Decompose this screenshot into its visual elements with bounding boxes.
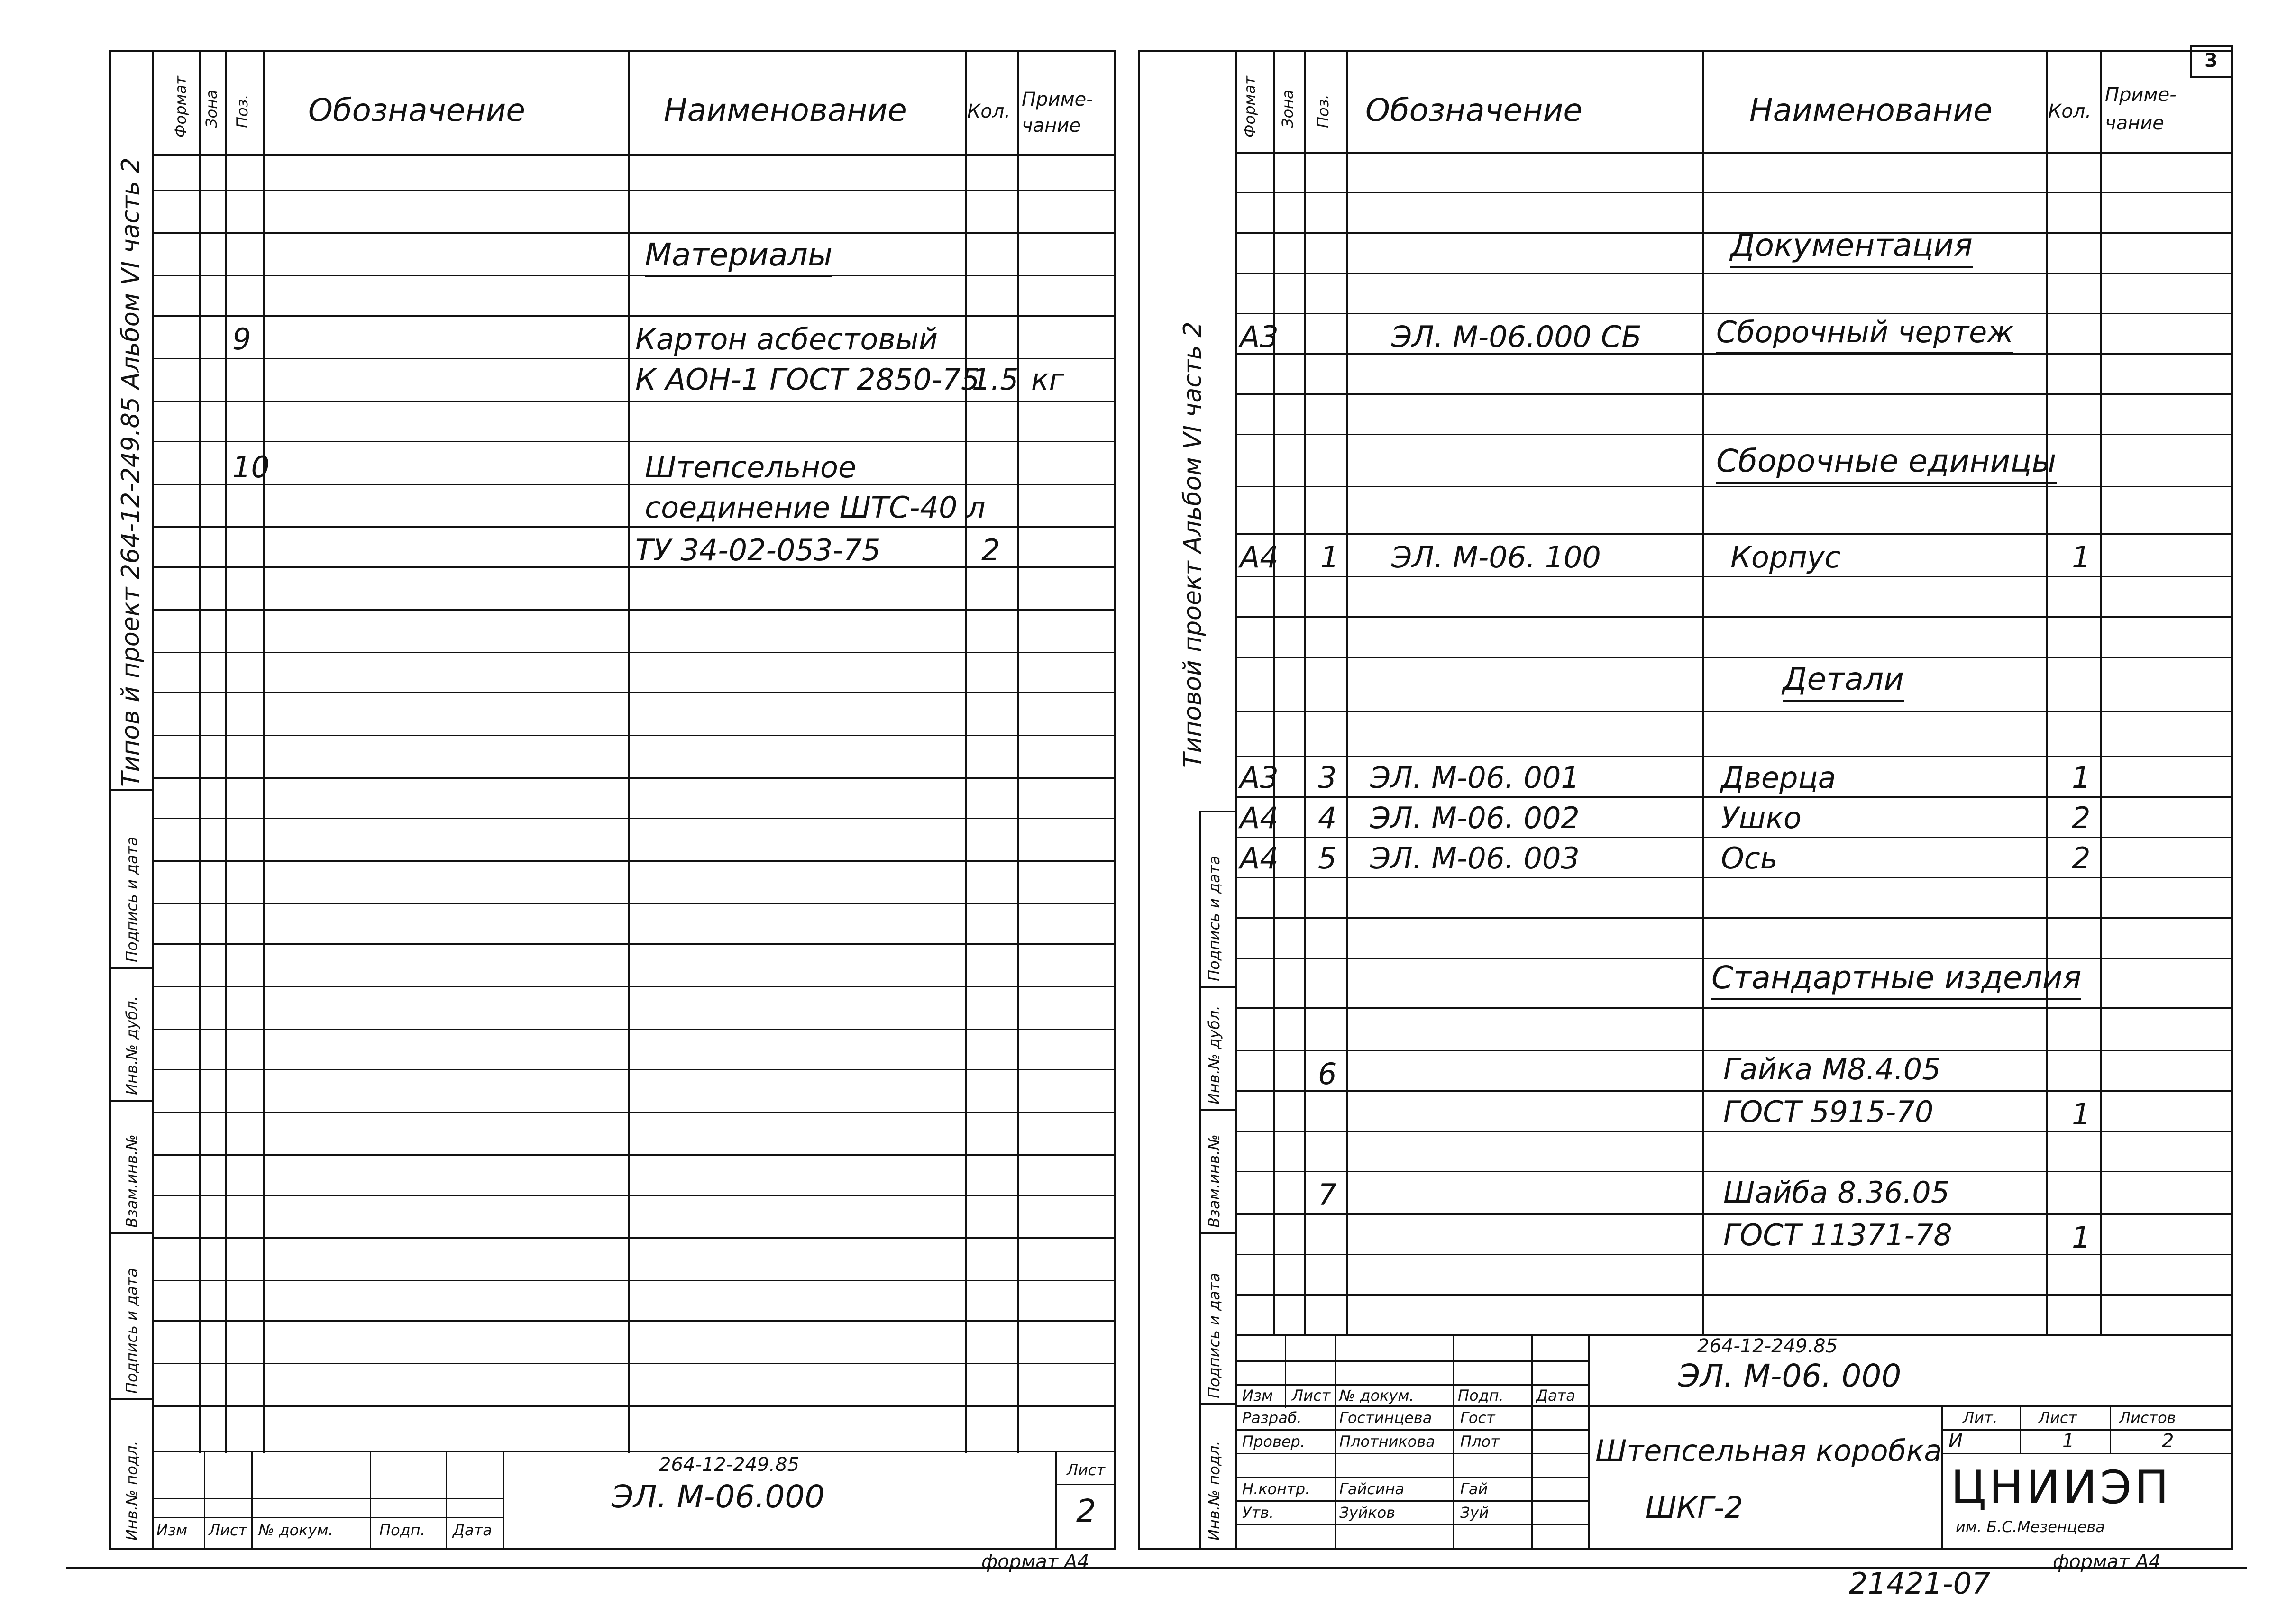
right-row-name: Ушко: [1721, 801, 1802, 835]
left-row-name: соединение ШТС-40 л: [645, 490, 986, 525]
right-row-name: Корпус: [1730, 540, 1841, 575]
right-row-name: ГОСТ 5915-70: [1723, 1095, 1934, 1129]
left-hdr-qty: Кол.: [967, 100, 1011, 122]
right-side-inner: [1199, 811, 1201, 1550]
right-row-qty: 2: [2072, 801, 2091, 835]
right-row-line: [1235, 273, 2233, 274]
left-row-line: [152, 903, 1116, 904]
right-stamp-label: Инв.№ дубл.: [1205, 1005, 1223, 1104]
left-row-line: [152, 315, 1116, 317]
left-row-qty: 2: [981, 533, 1000, 567]
right-row-line: [1235, 576, 2233, 577]
left-side-label: Типов й проект 264-12-249.85 Альбом VI часть 2: [117, 157, 145, 787]
right-stamp-line: [1235, 1524, 1588, 1525]
right-stamp-col: [1531, 1334, 1533, 1550]
right-row-line: [1235, 152, 2233, 154]
left-stamp-col: [370, 1451, 371, 1550]
right-row-name: Сборочный чертеж: [1716, 318, 2013, 354]
left-row-line: [152, 860, 1116, 862]
stamp-sheet-label: Лист: [2039, 1409, 2077, 1427]
left-stamp-code-top: 264-12-249.85: [659, 1454, 800, 1476]
left-row-line: [152, 275, 1116, 276]
left-hdr-format: Формат: [172, 76, 190, 137]
right-stamp-label: Инв.№ подл.: [1205, 1441, 1223, 1541]
stamp-sheets-label: Листов: [2119, 1409, 2176, 1427]
left-row-name: К АОН-1 ГОСТ 2850-75: [635, 362, 980, 397]
right-col-line: [2100, 50, 2102, 1334]
right-row-designation: ЭЛ. М-06. 100: [1391, 540, 1601, 575]
left-stamp-sheet-no: 2: [1076, 1493, 1096, 1529]
right-stamp-col-label: Подп.: [1458, 1387, 1504, 1405]
left-row-name: Штепсельное: [645, 450, 857, 484]
right-row-format: А4: [1240, 801, 1279, 835]
left-col-line: [1017, 50, 1019, 1453]
right-stamp-line: [1235, 1384, 1588, 1386]
stamp-sheets: 2: [2162, 1430, 2174, 1452]
right-row-pos: 6: [1318, 1057, 1337, 1091]
left-section-materials: Материалы: [645, 239, 832, 277]
left-row-line: [152, 1154, 1116, 1156]
right-row-qty: 1: [2072, 1220, 2091, 1255]
right-row-line: [1235, 1007, 2233, 1009]
left-side-divider: [109, 1100, 152, 1102]
right-row-format: А4: [1240, 540, 1279, 575]
right-row-line: [1235, 313, 2233, 314]
right-row-line: [1235, 958, 2233, 959]
right-hdr-note-1: Приме-: [2105, 84, 2177, 106]
left-hdr-note-1: Приме-: [1022, 89, 1093, 110]
left-row-line: [152, 1280, 1116, 1281]
right-stamp-col-label: Дата: [1536, 1387, 1575, 1405]
left-stamp-col-label: № докум.: [258, 1521, 333, 1539]
left-stamp-label: Взам.инв.№: [123, 1134, 141, 1228]
left-row-line: [152, 154, 1116, 156]
left-row-line: [152, 566, 1116, 568]
left-stamp-col-label: Подп.: [379, 1521, 425, 1539]
bottom-code: 21421-07: [1849, 1566, 1991, 1601]
left-stamp-label: Инв.№ подл.: [123, 1441, 141, 1541]
right-row-line: [1235, 1050, 2233, 1051]
left-stamp-col: [204, 1451, 205, 1550]
right-side-strip-border: [1235, 50, 1237, 1550]
right-row-pos: 1: [1320, 540, 1339, 575]
right-row-qty: 1: [2072, 1097, 2091, 1131]
right-format-label: формат А4: [2053, 1551, 2161, 1573]
stamp-person: Гайсина: [1339, 1480, 1405, 1498]
left-hdr-zone: Зона: [202, 90, 220, 128]
right-row-line: [1235, 616, 2233, 618]
left-row-line: [152, 777, 1116, 779]
right-stamp-line: [1941, 1429, 2233, 1431]
right-hdr-designation: Обозначение: [1365, 92, 1583, 128]
left-row-line: [152, 986, 1116, 987]
right-row-line: [1235, 837, 2233, 838]
right-side-divider: [1199, 1403, 1235, 1405]
right-row-line: [1235, 533, 2233, 535]
right-row-format: А3: [1240, 760, 1279, 795]
left-stamp-col-label: Дата: [453, 1521, 492, 1539]
right-stamp-line: [1235, 1500, 1588, 1502]
right-section-docs: Документация: [1730, 230, 1973, 268]
right-col-line: [2046, 50, 2048, 1334]
right-section-units: Сборочные единицы: [1716, 446, 2057, 484]
left-row-line: [152, 818, 1116, 819]
right-row-format: А4: [1240, 841, 1279, 876]
left-row-line: [152, 441, 1116, 442]
left-stamp-label: Подпись и дата: [123, 1268, 141, 1394]
right-row-pos: 5: [1318, 841, 1337, 876]
left-row-line: [152, 1320, 1116, 1322]
right-row-line: [1235, 1213, 2233, 1215]
right-row-line: [1235, 877, 2233, 878]
right-stamp-col-label: Изм: [1242, 1387, 1273, 1405]
left-hdr-note-2: чание: [1022, 115, 1081, 137]
right-hdr-note-2: чание: [2105, 112, 2164, 134]
left-col-line: [199, 50, 201, 1453]
right-stamp-line: [1235, 1453, 1588, 1454]
left-stamp-col: [1055, 1451, 1057, 1550]
right-row-line: [1235, 756, 2233, 757]
right-hdr-name: Наименование: [1749, 92, 1993, 128]
right-row-name: Гайка М8.4.05: [1723, 1052, 1941, 1086]
left-col-line: [263, 50, 265, 1453]
right-row-pos: 7: [1318, 1177, 1337, 1212]
right-stamp-title-1: Штепсельная коробка: [1595, 1433, 1942, 1468]
left-side-divider: [109, 1232, 152, 1234]
left-row-line: [152, 735, 1116, 736]
left-row-note: кг: [1031, 362, 1065, 397]
right-row-name: Ось: [1721, 841, 1778, 876]
left-col-line: [965, 50, 967, 1453]
right-row-line: [1235, 657, 2233, 658]
stamp-person: Гостинцева: [1339, 1409, 1432, 1427]
right-section-parts: Детали: [1783, 664, 1904, 702]
left-row-line: [152, 1069, 1116, 1070]
right-stamp-col: [1453, 1334, 1454, 1550]
left-row-line: [152, 1405, 1116, 1407]
left-stamp-col: [251, 1451, 253, 1550]
left-stamp-line: [1055, 1484, 1116, 1485]
left-stamp-col: [446, 1451, 447, 1550]
left-row-name: Картон асбестовый: [635, 322, 938, 356]
left-row-line: [152, 401, 1116, 402]
right-row-qty: 2: [2072, 841, 2091, 876]
left-row-line: [152, 526, 1116, 528]
left-row-name: ТУ 34-02-053-75: [635, 533, 881, 567]
left-stamp-sheet-label: Лист: [1067, 1461, 1106, 1479]
stamp-signature: Зуй: [1460, 1504, 1489, 1522]
right-row-pos: 4: [1318, 801, 1337, 835]
right-row-name: Дверца: [1721, 760, 1836, 795]
left-hdr-designation: Обозначение: [308, 92, 525, 128]
right-stamp-col: [1285, 1334, 1286, 1408]
stamp-lit: И: [1948, 1430, 1963, 1452]
stamp-org-sub: им. Б.С.Мезенцева: [1956, 1518, 2105, 1536]
left-row-pos: 10: [232, 450, 270, 484]
right-row-line: [1235, 917, 2233, 919]
right-stamp-line: [1941, 1453, 2233, 1454]
right-section-std: Стандартные изделия: [1711, 962, 2081, 1000]
left-row-line: [152, 692, 1116, 693]
right-row-qty: 1: [2072, 760, 2091, 795]
left-stamp-top: [152, 1451, 1116, 1452]
left-row-line: [152, 1112, 1116, 1113]
left-row-line: [152, 484, 1116, 485]
right-row-line: [1235, 192, 2233, 193]
right-stamp-title-2: ШКГ-2: [1645, 1490, 1743, 1525]
stamp-lit-label: Лит.: [1963, 1409, 1998, 1427]
left-row-line: [152, 1237, 1116, 1239]
right-row-line: [1235, 1090, 2233, 1092]
right-row-line: [1235, 434, 2233, 435]
right-hdr-zone: Зона: [1279, 90, 1297, 128]
left-row-line: [152, 609, 1116, 611]
right-row-designation: ЭЛ. М-06. 003: [1370, 841, 1580, 876]
left-row-line: [152, 232, 1116, 234]
right-row-name: ГОСТ 11371-78: [1723, 1218, 1952, 1252]
right-stamp-code-top: 264-12-249.85: [1697, 1335, 1838, 1357]
right-stamp-col-label: № докум.: [1339, 1387, 1414, 1405]
left-row-line: [152, 652, 1116, 653]
stamp-signature: Гост: [1460, 1409, 1495, 1427]
right-col-line: [1273, 50, 1275, 1334]
right-stamp-code: ЭЛ. М-06. 000: [1678, 1358, 1902, 1394]
right-col-line: [1346, 50, 1348, 1334]
right-side-divider: [1199, 986, 1235, 988]
right-stamp-label: Взам.инв.№: [1205, 1134, 1223, 1228]
right-row-format: А3: [1240, 319, 1279, 354]
right-side-label: Типовой проект Альбом VI часть 2: [1179, 321, 1207, 768]
stamp-org: ЦНИИЭП: [1951, 1461, 2172, 1514]
left-row-qty: 1.5: [972, 362, 1019, 397]
right-stamp-label: Подпись и дата: [1205, 855, 1223, 981]
stamp-signature: Плот: [1460, 1432, 1500, 1451]
stamp-signature: Гай: [1460, 1480, 1488, 1498]
left-format-label: формат А4: [981, 1551, 1089, 1573]
right-row-line: [1235, 1171, 2233, 1172]
right-row-line: [1235, 711, 2233, 712]
right-stamp-line: [1235, 1405, 2233, 1407]
page-number: 3: [2205, 50, 2218, 72]
right-row-line: [1235, 393, 2233, 395]
right-row-name: Шайба 8.36.05: [1723, 1175, 1950, 1210]
stamp-role: Утв.: [1242, 1504, 1274, 1522]
stamp-role: Н.контр.: [1242, 1480, 1310, 1498]
right-stamp-label: Подпись и дата: [1205, 1272, 1223, 1398]
right-hdr-qty: Кол.: [2048, 100, 2092, 122]
right-side-divider: [1199, 1232, 1235, 1234]
right-col-line: [1304, 50, 1306, 1334]
stamp-role: Разраб.: [1242, 1409, 1302, 1427]
right-row-line: [1235, 1294, 2233, 1296]
left-side-divider: [109, 1398, 152, 1400]
stamp-person: Зуйков: [1339, 1504, 1396, 1522]
left-stamp-col-label: Лист: [209, 1521, 247, 1539]
left-col-line: [225, 50, 227, 1453]
right-row-designation: ЭЛ. М-06.000 СБ: [1391, 319, 1642, 354]
right-stamp-col-label: Лист: [1292, 1387, 1331, 1405]
left-row-line: [152, 1363, 1116, 1364]
right-stamp-col: [1588, 1334, 1590, 1550]
left-stamp-label: Подпись и дата: [123, 836, 141, 962]
right-stamp-line: [1235, 1429, 1588, 1431]
right-hdr-format: Формат: [1241, 76, 1259, 137]
stamp-role: Провер.: [1242, 1432, 1305, 1451]
right-stamp-col: [1335, 1334, 1336, 1550]
left-stamp-label: Инв.№ дубл.: [123, 996, 141, 1095]
right-stamp-line: [1235, 1477, 1588, 1478]
right-row-designation: ЭЛ. М-06. 001: [1370, 760, 1580, 795]
right-hdr-pos: Поз.: [1314, 94, 1332, 128]
left-row-line: [152, 1029, 1116, 1030]
left-stamp-code: ЭЛ. М-06.000: [612, 1478, 825, 1515]
right-row-line: [1235, 796, 2233, 798]
right-row-line: [1235, 486, 2233, 487]
right-stamp-col: [1941, 1405, 1943, 1550]
right-sheet-frame: [1138, 50, 2233, 1550]
left-hdr-name: Наименование: [664, 92, 907, 128]
right-side-divider: [1199, 1109, 1235, 1111]
stamp-person: Плотникова: [1339, 1432, 1435, 1451]
left-row-pos: 9: [232, 322, 251, 356]
left-stamp-col-label: Изм: [156, 1521, 188, 1539]
left-row-line: [152, 358, 1116, 359]
left-side-divider: [109, 967, 152, 969]
right-stamp-line: [1235, 1360, 1588, 1362]
right-row-pos: 3: [1318, 760, 1337, 795]
left-side-divider: [109, 789, 152, 791]
left-stamp-col: [503, 1451, 504, 1550]
left-col-line: [628, 50, 630, 1453]
left-row-line: [152, 943, 1116, 945]
left-row-line: [152, 1195, 1116, 1196]
right-col-line: [1702, 50, 1704, 1334]
right-row-designation: ЭЛ. М-06. 002: [1370, 801, 1580, 835]
right-side-divider: [1199, 811, 1235, 812]
stamp-sheet: 1: [2062, 1430, 2075, 1452]
left-row-line: [152, 190, 1116, 191]
left-hdr-pos: Поз.: [233, 94, 251, 128]
right-row-qty: 1: [2072, 540, 2091, 575]
